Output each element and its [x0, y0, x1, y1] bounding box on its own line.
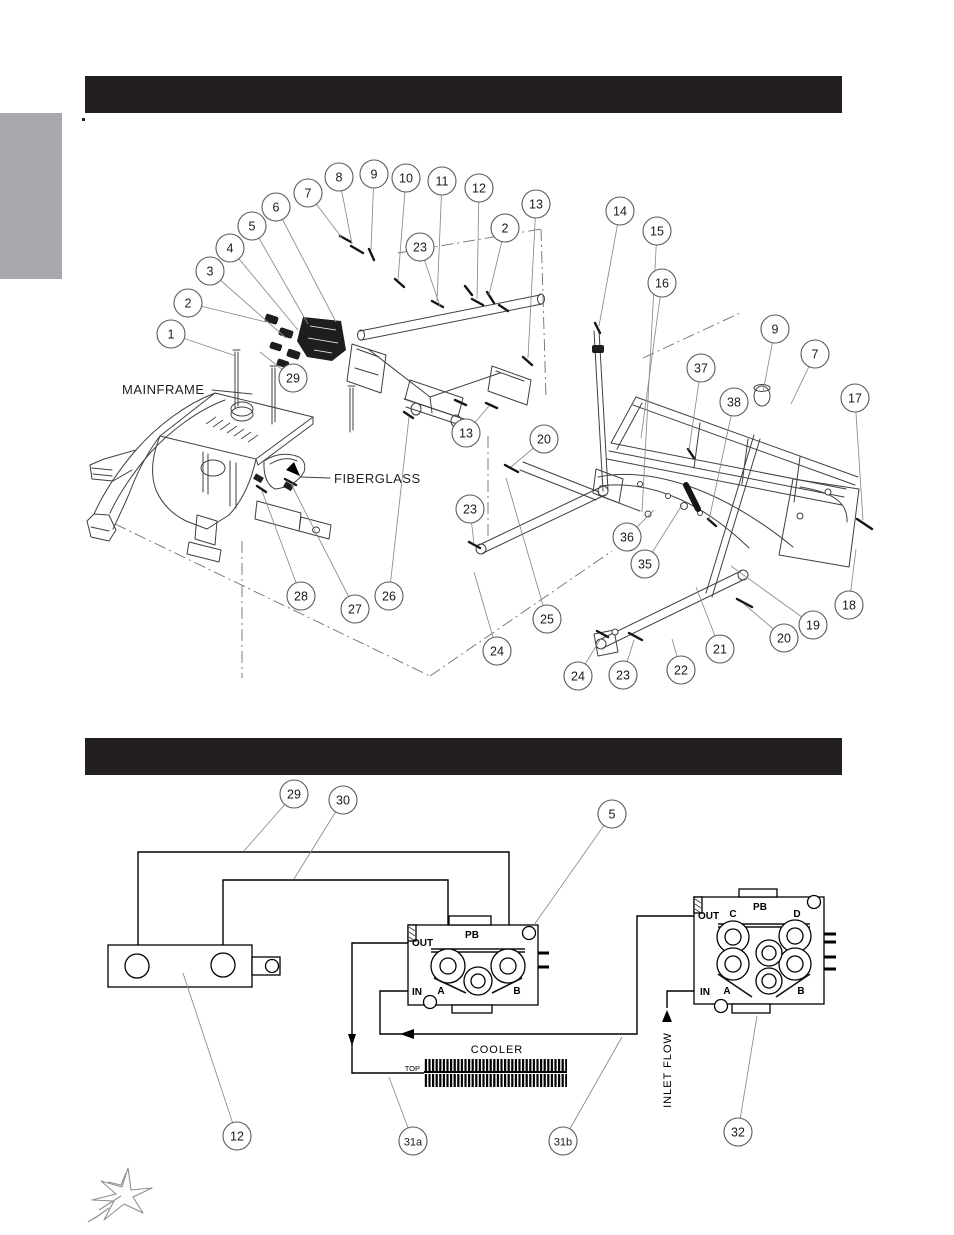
valve-mid	[408, 916, 549, 1013]
mainframe-label: MAINFRAME	[122, 382, 205, 397]
phantom-lines	[115, 229, 740, 678]
callout-number: 6	[272, 200, 280, 215]
callout-leader	[398, 178, 406, 280]
cylinder-block	[108, 945, 280, 987]
callout-number: 10	[399, 171, 413, 186]
fiberglass-label-line	[300, 477, 330, 478]
phantom-line	[430, 551, 612, 676]
callout-number: 38	[727, 395, 741, 410]
callout-number: 13	[529, 197, 543, 212]
callout-leader	[534, 814, 612, 925]
callout-number: 5	[248, 219, 256, 234]
exploded-parts-diagram	[87, 160, 872, 690]
callout-number: 30	[336, 793, 350, 808]
callout-number: 36	[620, 530, 634, 545]
callout-number: 26	[382, 589, 396, 604]
cooler-core-bottom	[424, 1074, 567, 1087]
callout-number: 5	[608, 807, 616, 822]
callout-number: 23	[413, 240, 427, 255]
callout-number: 27	[348, 602, 362, 617]
star-logo	[88, 1168, 152, 1222]
callout-number: 22	[674, 663, 688, 678]
callout-leader	[183, 973, 237, 1136]
valve-right-b-label: B	[797, 986, 805, 997]
callout-number: 3	[206, 264, 214, 279]
cooler-label: COOLER	[470, 1044, 524, 1056]
callout-number: 20	[537, 432, 551, 447]
callout-leader	[389, 417, 409, 596]
pointer-arrow	[286, 462, 300, 476]
callout-number: 18	[842, 598, 856, 613]
callout-number: 14	[613, 204, 627, 219]
blade-frame-drawing	[476, 330, 859, 659]
callout-number: 37	[694, 361, 708, 376]
hydraulic-schematic	[108, 780, 836, 1155]
callout-leader	[709, 402, 734, 520]
callout-number: 31a	[403, 1136, 423, 1149]
callout-number: 29	[287, 787, 301, 802]
callout-leader	[210, 271, 286, 338]
callout-number: 25	[540, 612, 554, 627]
cooler-core-top	[424, 1059, 567, 1072]
callout-number: 12	[472, 181, 486, 196]
valve-right-c-label: C	[729, 909, 737, 920]
callout-leader	[738, 1016, 757, 1132]
flow-arrow-left	[400, 1029, 414, 1039]
cooler-top-label: TOP	[404, 1064, 420, 1073]
valve-mid-pb-label: PB	[465, 930, 479, 941]
callout-number: 35	[638, 557, 652, 572]
front-frame-drawing	[264, 294, 544, 429]
callout-number: 17	[848, 391, 862, 406]
callout-leader	[599, 211, 620, 326]
inlet-flow-arrow	[662, 1010, 672, 1022]
callout-number: 7	[811, 347, 819, 362]
callout-leader	[731, 566, 813, 625]
valve-mid-in-label: IN	[412, 987, 422, 998]
valve-right-d-label: D	[793, 909, 801, 920]
callout-number: 9	[370, 167, 378, 182]
valve-mid-out-label: OUT	[412, 938, 434, 949]
callout-number: 8	[335, 170, 343, 185]
callout-number: 13	[459, 426, 473, 441]
exploded-view-callouts	[157, 160, 869, 690]
callout-number: 4	[226, 241, 234, 256]
fastener-hardware	[257, 236, 872, 640]
callout-number: 23	[463, 502, 477, 517]
callout-number: 24	[490, 644, 504, 659]
control-valve-assembly	[297, 317, 346, 361]
callout-leader	[276, 207, 336, 322]
callout-number: 1	[167, 327, 175, 342]
callout-leader	[528, 204, 536, 358]
fiberglass-label: FIBERGLASS	[334, 471, 421, 486]
callout-leader	[477, 188, 479, 299]
phantom-line	[541, 229, 546, 398]
callout-number: 21	[713, 642, 727, 657]
valve-right	[694, 889, 836, 1013]
callout-number: 12	[230, 1129, 244, 1144]
callout-number: 2	[501, 221, 509, 236]
callout-number: 9	[771, 322, 779, 337]
callout-number: 29	[286, 371, 300, 386]
callout-number: 23	[616, 668, 630, 683]
flow-arrow-down	[348, 1034, 356, 1046]
valve-right-in-label: IN	[700, 987, 710, 998]
callout-number: 32	[731, 1125, 745, 1140]
phantom-line	[643, 313, 740, 358]
valve-right-pb-label: PB	[753, 902, 767, 913]
callout-number: 11	[435, 174, 449, 189]
callout-number: 7	[304, 186, 312, 201]
callout-leader	[855, 398, 863, 520]
valve-right-out-label: OUT	[698, 911, 720, 922]
callout-number: 24	[571, 669, 585, 684]
oil-cooler	[405, 1044, 567, 1087]
inlet-line	[667, 991, 694, 1008]
callout-number: 31b	[553, 1136, 573, 1149]
callout-leader	[252, 226, 308, 324]
callout-number: 20	[777, 631, 791, 646]
callout-number: 2	[184, 296, 192, 311]
callout-number: 28	[294, 589, 308, 604]
callout-number: 19	[806, 618, 820, 633]
callout-number: 15	[650, 224, 664, 239]
callout-leader	[437, 181, 442, 301]
callout-leader	[563, 1037, 622, 1141]
inlet-flow-label: INLET FLOW	[662, 1032, 674, 1108]
valve-right-a-label: A	[723, 986, 731, 997]
valve-mid-b-label: B	[513, 986, 521, 997]
callout-number: 16	[655, 276, 669, 291]
callout-leader	[506, 478, 547, 619]
valve-mid-a-label: A	[437, 986, 445, 997]
callout-leader	[262, 491, 301, 596]
